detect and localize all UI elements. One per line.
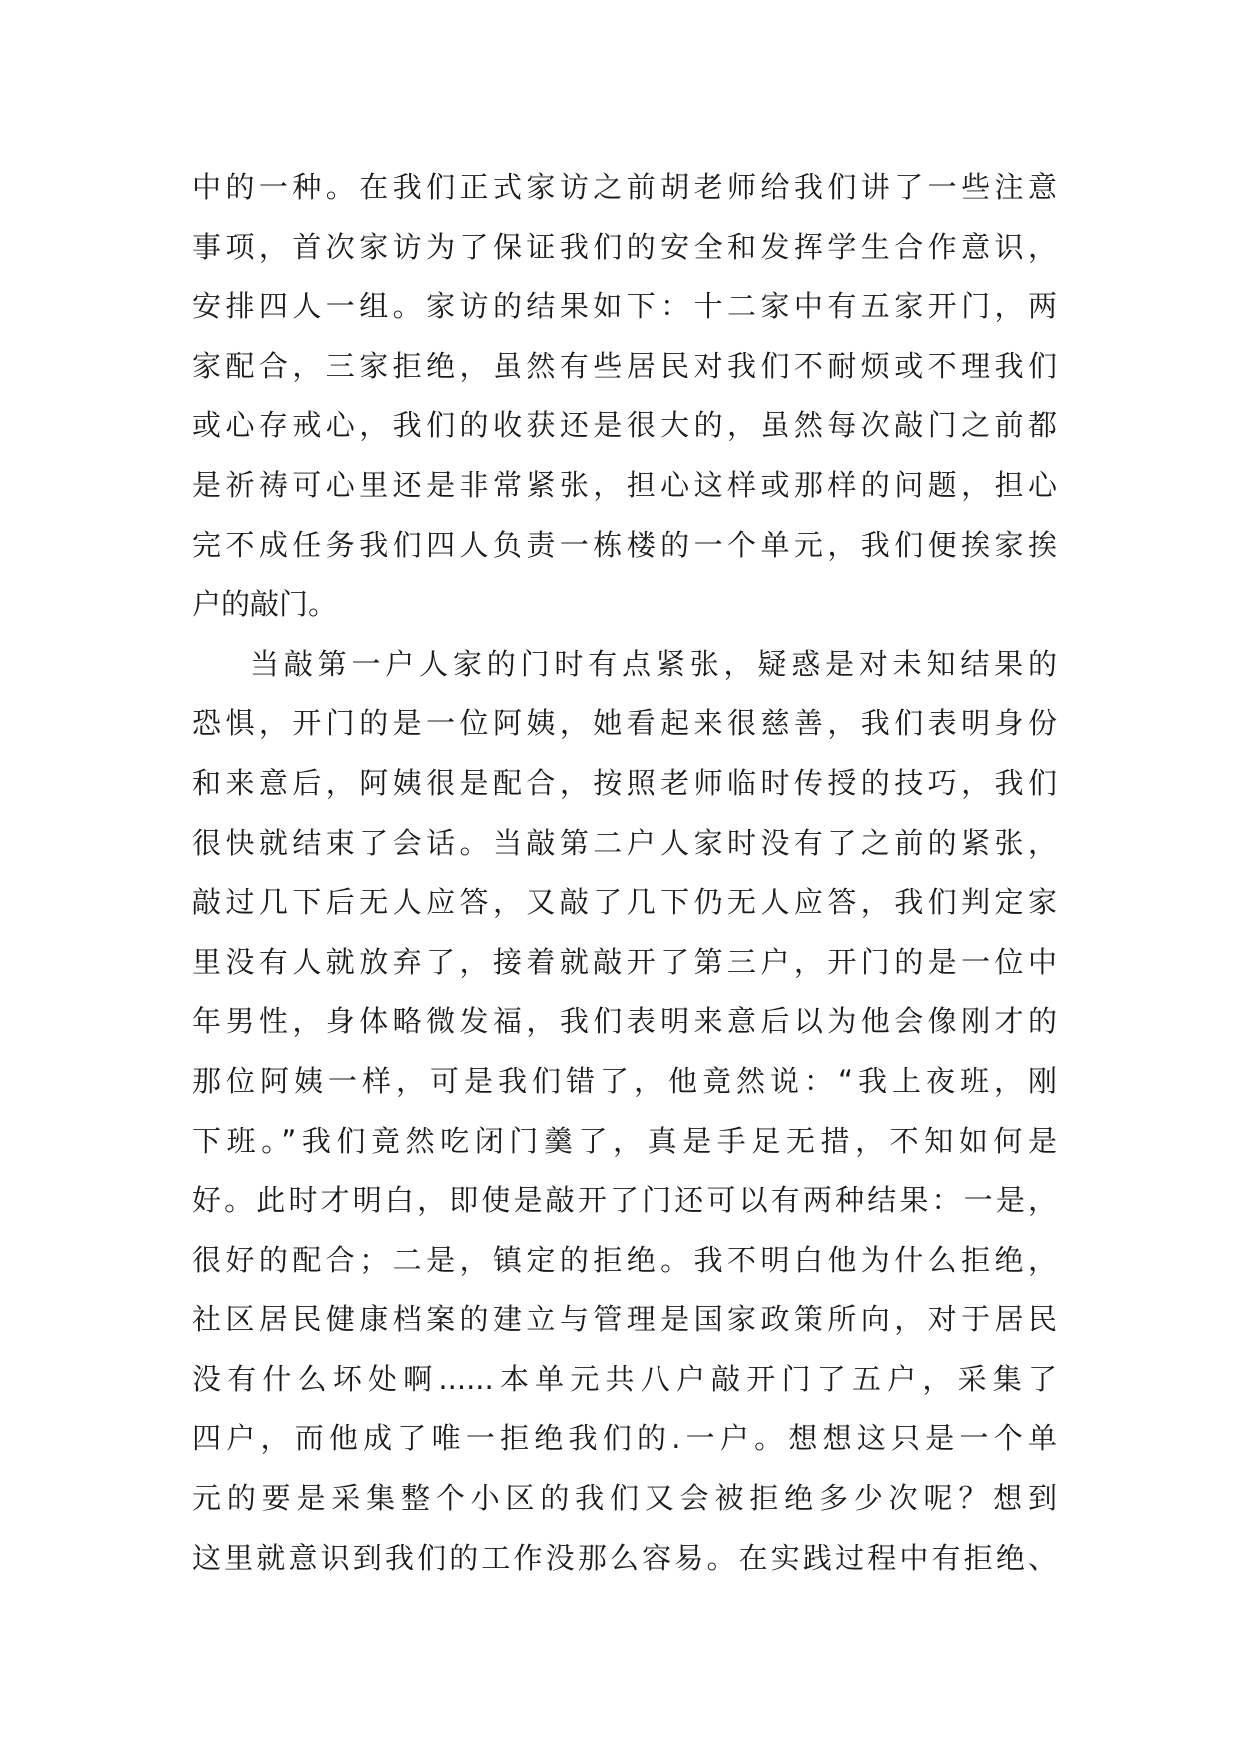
text-line: 安排四人一组。家访的结果如下：十二家中有五家开门，两 xyxy=(192,289,1057,324)
text-line: 年男性，身体略微发福，我们表明来意后以为他会像刚才的 xyxy=(192,1004,1057,1039)
text-line: 好。此时才明白，即使是敲开了门还可以有两种结果：一是， xyxy=(192,1183,1057,1218)
text-line: 或心存戒心，我们的收获还是很大的，虽然每次敲门之前都 xyxy=(192,408,1057,443)
text-line: 元的要是采集整个小区的我们又会被拒绝多少次呢？想到 xyxy=(192,1481,1057,1516)
text-line: 那位阿姨一样，可是我们错了，他竟然说：“我上夜班，刚 xyxy=(192,1063,1057,1098)
text-line: 敲过几下后无人应答，又敲了几下仍无人应答，我们判定家 xyxy=(192,885,1057,920)
text-line: 和来意后，阿姨很是配合，按照老师临时传授的技巧，我们 xyxy=(192,765,1057,800)
text-line: 很好的配合；二是，镇定的拒绝。我不明白他为什么拒绝， xyxy=(192,1242,1057,1277)
text-line: 事项，首次家访为了保证我们的安全和发挥学生合作意识， xyxy=(192,229,1057,264)
text-line: 中的一种。在我们正式家访之前胡老师给我们讲了一些注意 xyxy=(192,170,1057,204)
text-line: 恐惧，开门的是一位阿姨，她看起来很慈善，我们表明身份 xyxy=(192,706,1057,741)
text-line: 很快就结束了会话。当敲第二户人家时没有了之前的紧张， xyxy=(192,825,1057,860)
text-line: 下班。”我们竟然吃闭门羹了，真是手足无措，不知如何是 xyxy=(192,1123,1057,1158)
paragraph-first-line: 当敲第一户人家的门时有点紧张，疑惑是对未知结果的 xyxy=(250,646,1057,681)
text-line: 是祈祷可心里还是非常紧张，担心这样或那样的问题，担心 xyxy=(192,467,1057,502)
text-line: 家配合，三家拒绝，虽然有些居民对我们不耐烦或不理我们 xyxy=(192,348,1057,383)
text-line: 社区居民健康档案的建立与管理是国家政策所向，对于居民 xyxy=(192,1302,1057,1337)
text-line: 完不成任务我们四人负责一栋楼的一个单元，我们便挨家挨 xyxy=(192,527,1057,562)
text-line: 户的敲门。 xyxy=(192,587,338,622)
text-line: 没有什么坏处啊......本单元共八户敲开门了五户，采集了 xyxy=(192,1361,1057,1396)
text-line: 四户，而他成了唯一拒绝我们的.一户。想想这只是一个单 xyxy=(192,1421,1057,1456)
body-text xyxy=(192,158,1057,1588)
text-line: 这里就意识到我们的工作没那么容易。在实践过程中有拒绝、 xyxy=(192,1540,1057,1575)
text-line: 里没有人就放弃了，接着就敲开了第三户，开门的是一位中 xyxy=(192,944,1057,979)
